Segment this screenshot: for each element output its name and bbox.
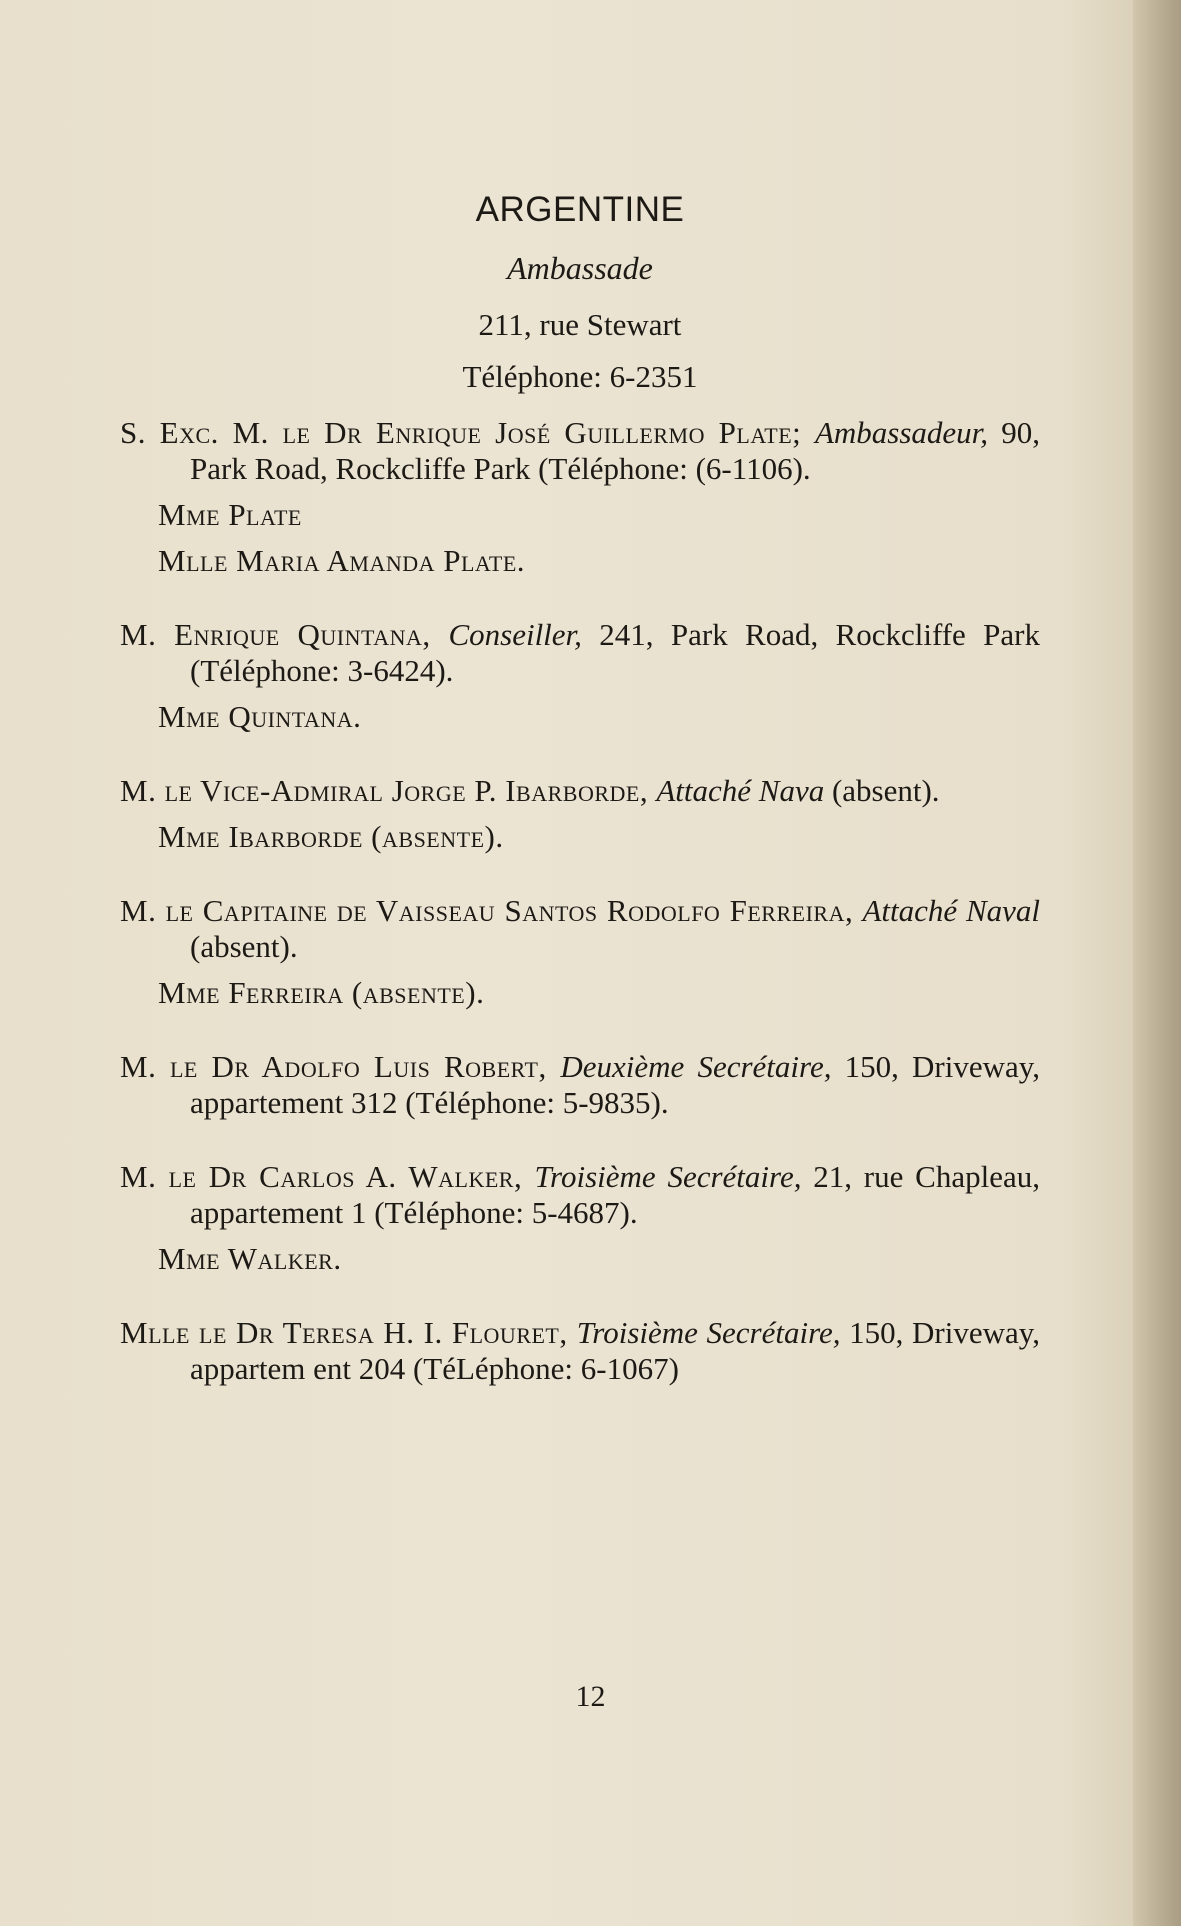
staff-role: Conseiller,: [448, 617, 600, 652]
staff-member: [120, 1159, 1040, 1231]
staff-details: 150, Driveway, appartement 312 (Téléphone: 5-9835).: [190, 1049, 1041, 1120]
family-member: Mme Quintana.: [158, 699, 362, 734]
staff-role: Troisième Secrétaire,: [576, 1315, 850, 1350]
title-prefix: M.: [120, 617, 175, 652]
staff-entry: [120, 773, 1040, 855]
family-member: Mme Ferreira (absente).: [158, 975, 485, 1010]
staff-member: [120, 1049, 1040, 1121]
family-member: Mme Walker.: [158, 1241, 342, 1276]
title-prefix: M. le: [120, 773, 201, 808]
family-member: Mlle Maria Amanda Plate.: [158, 543, 526, 578]
family-member: Mme Ibarborde (absente).: [158, 819, 504, 854]
staff-name: Enrique José Guillermo Plate;: [375, 415, 815, 450]
page-number: 12: [575, 1680, 606, 1713]
page-content: [120, 190, 1040, 1425]
staff-name: Enrique Quintana,: [174, 617, 449, 652]
staff-details: (absent).: [831, 773, 940, 808]
title-prefix: M. le: [120, 893, 203, 928]
staff-name: Vice-Admiral Jorge P. Ibarborde,: [200, 773, 657, 808]
staff-member: [120, 617, 1040, 689]
staff-entry: [120, 1315, 1040, 1387]
staff-details: 241, Park Road, Rockcliffe Park (Téléphone: 3-6424).: [190, 617, 1040, 688]
staff-entry: [120, 893, 1040, 1011]
mission-phone: Téléphone: 6-2351: [462, 359, 698, 394]
family-member: Mme Plate: [158, 497, 302, 532]
staff-name: Capitaine de Vaisseau Santos Rodolfo Ferreira,: [202, 893, 863, 928]
title-prefix: M. le Dr: [120, 1049, 262, 1084]
staff-member: [120, 773, 1040, 809]
staff-role: Attaché Naval: [862, 893, 1040, 928]
staff-member: [120, 1315, 1040, 1387]
staff-name: Adolfo Luis Robert,: [261, 1049, 561, 1084]
staff-role: Deuxième Secrétaire,: [560, 1049, 845, 1084]
staff-details: 150, Driveway, appartem ent 204 (TéLéphone: 6-1067): [190, 1315, 1041, 1386]
title-prefix: S. Exc. M. le Dr: [120, 415, 376, 450]
title-prefix: Mlle le Dr: [120, 1315, 283, 1350]
staff-name: Teresa H. I. Flouret,: [282, 1315, 577, 1350]
mission-address: 211, rue Stewart: [478, 307, 682, 342]
country-heading: ARGENTINE: [475, 190, 685, 229]
staff-details: (absent).: [190, 929, 298, 964]
staff-details: 90, Park Road, Rockcliffe Park (Téléphone: (6-1106).: [190, 415, 1040, 486]
staff-role: Ambassadeur,: [814, 415, 1002, 450]
staff-entry: [120, 1159, 1040, 1277]
staff-role: Attaché Nava: [656, 773, 832, 808]
staff-entry: [120, 617, 1040, 735]
staff-member: [120, 415, 1040, 487]
staff-member: [120, 893, 1040, 965]
staff-details: 21, rue Chapleau, appartement 1 (Téléphone: 5-4687).: [190, 1159, 1040, 1230]
staff-entry: [120, 415, 1040, 579]
title-prefix: M. le Dr: [120, 1159, 260, 1194]
book-spine-edge: [1133, 0, 1181, 1926]
staff-role: Troisième Secrétaire,: [534, 1159, 814, 1194]
staff-list: [120, 415, 1040, 1387]
mission-type: Ambassade: [507, 250, 653, 286]
staff-name: Carlos A. Walker,: [259, 1159, 535, 1194]
staff-entry: [120, 1049, 1040, 1121]
